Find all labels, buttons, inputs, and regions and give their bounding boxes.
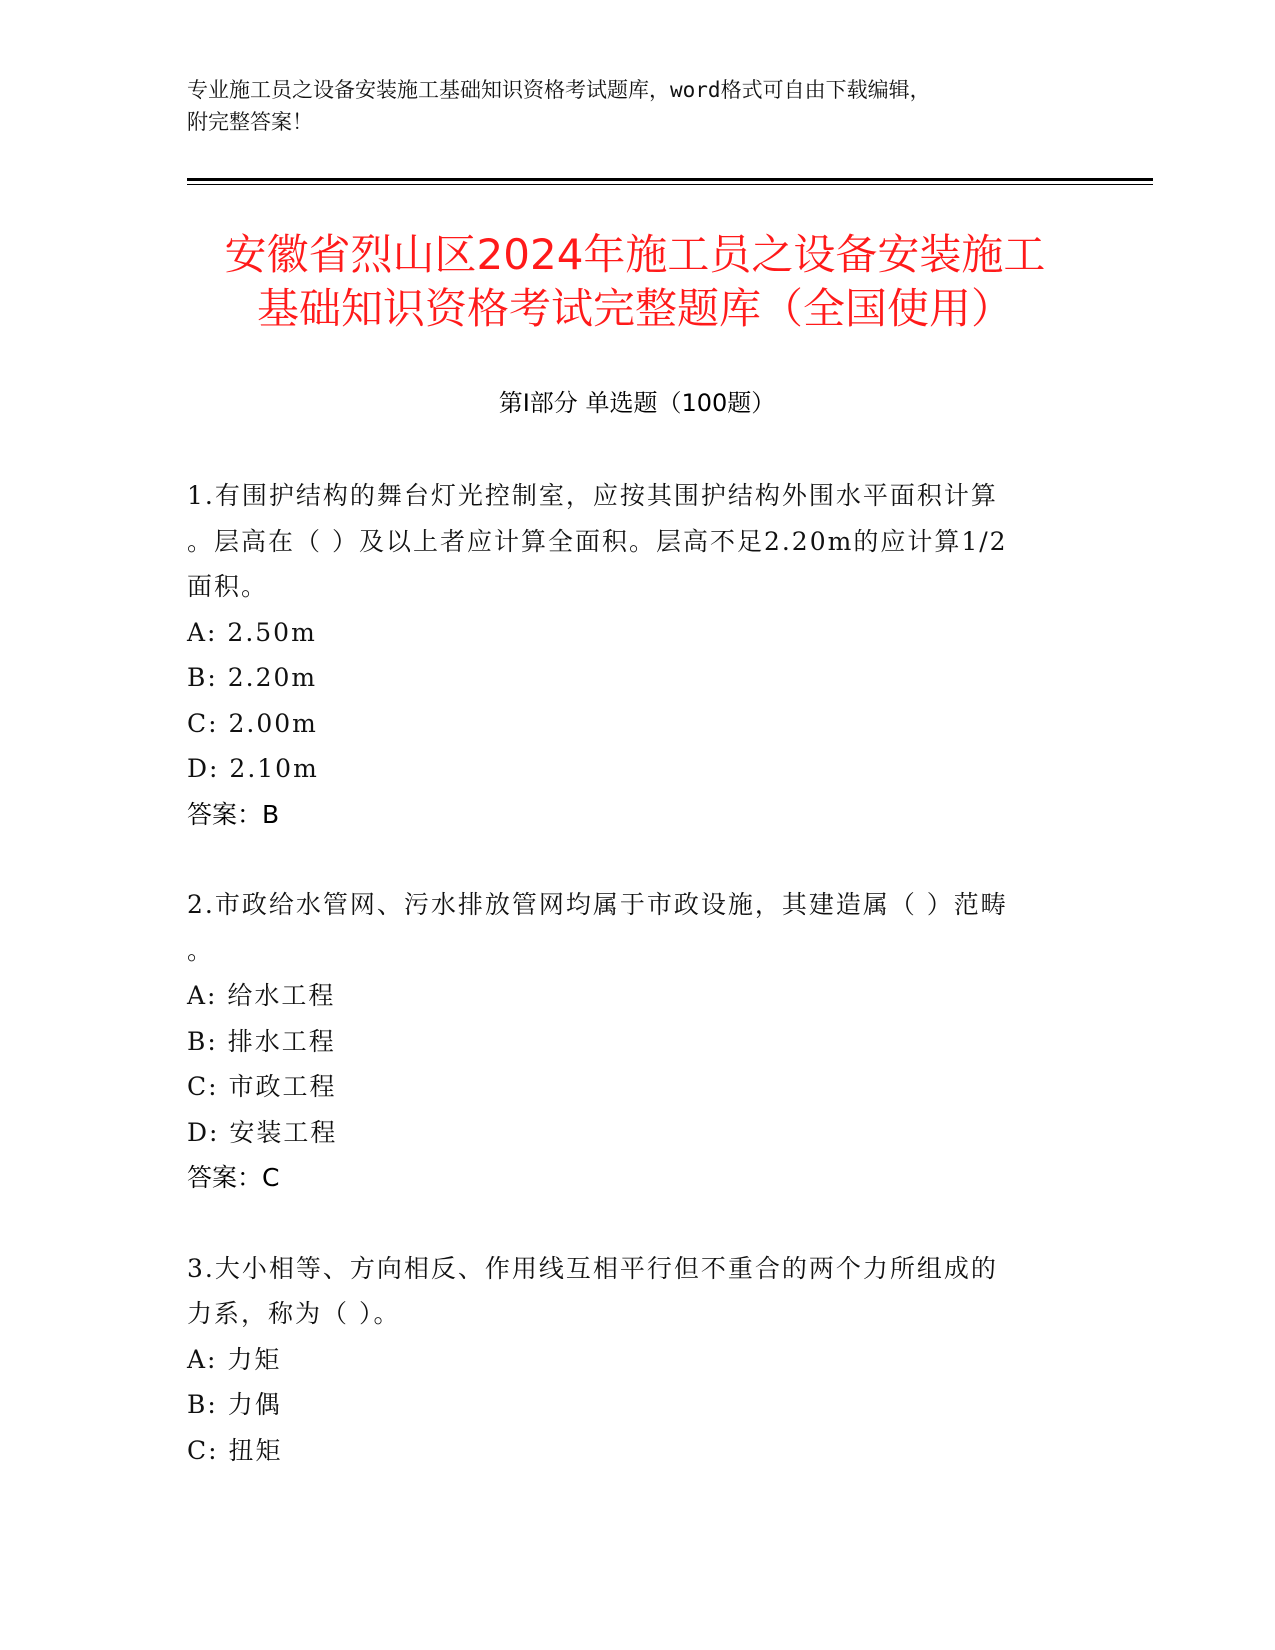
option-d: D: 2.10m — [187, 754, 319, 783]
header-note-line-1: 专业施工员之设备安装施工基础知识资格考试题库，word格式可自由下载编辑， — [187, 78, 931, 102]
option-d: D: 安装工程 — [187, 1117, 338, 1147]
header-note — [187, 74, 1087, 138]
option-c: C: 扭矩 — [187, 1435, 283, 1465]
question-text: 1.有围护结构的舞台灯光控制室，应按其围护结构外围水平面积计算 。层高在（ ）及以上者应计算全面积。层高不足2.20m的应计算1/2 面积。 — [187, 481, 1008, 601]
header-rule-thick — [187, 178, 1153, 181]
question-text: 3.大小相等、方向相反、作用线互相平行但不重合的两个力所组成的 力系，称为（ ）。 — [187, 1253, 998, 1328]
option-c: C: 市政工程 — [187, 1072, 337, 1101]
option-b: B: 力偶 — [187, 1390, 282, 1419]
option-b: B: 2.20m — [187, 663, 318, 692]
option-a: A: 2.50m — [187, 617, 317, 647]
question-text: 2.市政给水管网、污水排放管网均属于市政设施，其建造属（ ）范畴 。 — [187, 890, 1008, 965]
answer-line: 答案：C — [187, 1163, 280, 1192]
option-c: C: 2.00m — [187, 708, 318, 738]
header-note-line-2: 附完整答案！ — [187, 110, 313, 134]
document-title — [175, 228, 1095, 336]
document-title-line-2: 基础知识资格考试完整题库（全国使用） — [256, 284, 1013, 333]
option-a: A: 给水工程 — [187, 981, 336, 1010]
header-rule-thin — [187, 184, 1153, 185]
question-2 — [187, 882, 1087, 1201]
answer-line: 答案：B — [187, 799, 280, 829]
question-list — [187, 473, 1087, 1518]
document-title-line-1: 安徽省烈山区2024年施工员之设备安装施工 — [224, 230, 1046, 279]
question-1 — [187, 473, 1087, 837]
question-3 — [187, 1246, 1087, 1474]
option-a: A: 力矩 — [187, 1344, 282, 1374]
section-title: 第Ⅰ部分 单选题（100题） — [498, 389, 776, 417]
option-b: B: 排水工程 — [187, 1026, 336, 1056]
